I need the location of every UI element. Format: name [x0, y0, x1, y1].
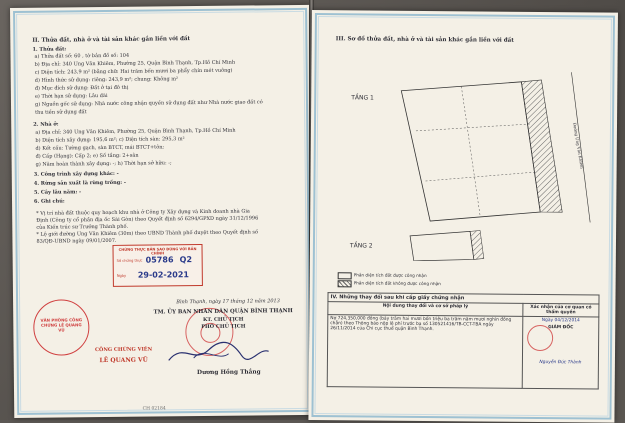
- legend-swatch-recognized: [338, 272, 352, 279]
- legend-swatch-unrecognized: [338, 280, 352, 287]
- change-signer: Nguyễn Đức Thành: [539, 359, 582, 366]
- house-line-2: d) Kết cấu: Tường gạch, sàn BTCT, mái BTCT+tôn;: [35, 144, 165, 152]
- other-line-3: 6. Ghi chú:: [33, 198, 65, 205]
- certificate-left-page: [10, 5, 314, 418]
- copy-stamp-date: 29-02-2021: [137, 270, 190, 280]
- notary-office-seal-text: VĂN PHÒNG CÔNG CHỨNG LÊ QUANG VŨ: [40, 317, 83, 333]
- floor2-outline: [410, 231, 474, 262]
- unrecognized-area: [520, 80, 563, 212]
- land-line-2: c) Diện tích: 243,9 m² (bằng chữ: Hai trăm bốn mươi ba phẩy chín mét vuông): [34, 67, 233, 76]
- land-line-1: b) Địa chỉ: 340 Ung Văn Khiêm, Phường 25, Quận Bình Thạnh, Tp.Hồ Chí Minh: [34, 59, 236, 68]
- sign-role: PHÓ CHỦ TỊCH: [201, 323, 246, 331]
- copy-stamp-date-label: Ngày: [116, 273, 127, 278]
- note-line-2: của Kiến trúc sư Trưởng Thành phố.: [36, 223, 129, 231]
- house-line-3: đ) Cấp (Hạng): Cấp 2; e) Số tầng: 2+sân: [35, 152, 139, 160]
- copy-stamp-title: CHỨNG THỰC BẢN SAO ĐÚNG VỚI BẢN CHÍNH: [118, 247, 197, 256]
- signer-name: Dương Hồng Thắng: [197, 369, 261, 377]
- notary-office-seal: [33, 299, 90, 356]
- house-line-0: a) Địa chỉ: 340 Ung Văn Khiêm, Phường 25, Quận Bình Thạnh, Tp.Hồ Chí Minh: [35, 127, 236, 136]
- note-line-3: * Lộ giới đường Ung Văn Khiêm (30m) theo UBND Thành phố duyệt theo Quyết định số: [36, 229, 259, 238]
- street-label: Đường Ung Văn Khiêm: [572, 122, 585, 170]
- change-date: Ngày 04/12/2014: [541, 318, 580, 324]
- land-line-3: d) Hình thức sử dụng: riêng: 243,9 m²; chung: Không m²: [34, 76, 179, 84]
- diagram-section-title: III. Sơ đồ thửa đất, nhà ở và tài sản khác gắn liền với đất: [335, 36, 514, 44]
- copy-stamp-number: 05786: [145, 255, 174, 265]
- other-line-0: 3. Công trình xây dựng khác: -: [33, 170, 119, 178]
- copy-stamp-number-label: Số chứng thực: [116, 258, 143, 263]
- land-line-6: g) Nguồn gốc sử dụng: Nhà nước công nhận quyền sử dụng đất như Nhà nước giao đất có: [34, 99, 263, 108]
- floor1-label: TẦNG 1: [351, 94, 374, 102]
- notary-label: CÔNG CHỨNG VIÊN: [94, 346, 153, 354]
- history-title: IV. Những thay đổi sau khi cấp giấy chứng nhận: [328, 293, 599, 304]
- other-line-1: 4. Rừng sản xuất là rừng trồng: -: [33, 179, 126, 187]
- sign-kt: KT. CHỦ TỊCH: [202, 316, 244, 323]
- certificate-right-page: [308, 10, 618, 423]
- change-seal: [527, 325, 553, 351]
- note-line-4: 83/QĐ-UBND ngày 09/01/2007.: [36, 237, 117, 245]
- land-line-0: a) Thửa đất số: 60 , tờ bản đồ số: 104: [34, 52, 130, 60]
- change-role: GIÁM ĐỐC: [548, 325, 574, 331]
- col-header-confirm: Xác nhận của cơ quan có thẩm quyền: [523, 303, 599, 317]
- house-heading: 2. Nhà ở:: [33, 121, 59, 128]
- note-line-0: * Vị trí nhà đất thuộc quy hoạch khu nhà ở Công ty Xây dựng và Kinh doanh nhà Gia: [36, 208, 250, 217]
- sign-authority: TM. ỦY BAN NHÂN DÂN QUẬN BÌNH THẠNH: [153, 308, 293, 316]
- site-plan-diagram: [340, 60, 602, 262]
- land-heading: 1. Thửa đất:: [32, 46, 67, 53]
- land-line-7: thu tiền sử dụng đất: [35, 109, 87, 116]
- land-line-4: đ) Mục đích sử dụng: Đất ở tại đô thị: [34, 84, 129, 92]
- section-title: II. Thửa đất, nhà ở và tài sản khác gắn liền với đất: [32, 36, 191, 44]
- col-header-content: Nội dung thay đổi và cơ sở pháp lý: [328, 302, 523, 317]
- signature-scribble: [163, 337, 273, 368]
- copy-stamp-book: Q2: [179, 255, 193, 265]
- copy-certification-stamp: [112, 244, 202, 287]
- bottom-number: CH 02184: [142, 406, 166, 412]
- legend-unrecognized: Phần diện tích đất không được công nhận: [353, 280, 441, 287]
- house-line-1: b) Diện tích xây dựng: 195,6 m²; c) Diện tích sàn: 295,3 m²: [35, 136, 185, 144]
- notary-name: LÊ QUANG VŨ: [99, 356, 148, 365]
- legend-recognized: Phần diện tích đất được công nhận: [353, 272, 427, 279]
- note-line-1: Định (Công ty cổ phần địa ốc Sài Gòn) theo Quyết định số 6294/GPXD ngày 31/12/1996: [36, 215, 259, 224]
- land-line-5: e) Thời hạn sử dụng: Lâu dài: [34, 92, 108, 100]
- sign-place-date: Bình Thạnh, ngày 17 tháng 12 năm 2013: [176, 298, 280, 306]
- changes-table: [327, 292, 600, 389]
- floor2-label: TẦNG 2: [349, 242, 373, 250]
- other-line-2: 5. Cây lâu năm: -: [33, 189, 82, 196]
- change-content: Nợ 724,350,000 đồng (bảy trăm hai mươi bốn triệu ba trăm năm mươi nghìn đồng chẵn) theo Thông báo nộp lệ phí trước bạ số 130521416/TB-CCT-TBA ngày 26/11/2014 của Chi cục thuế quận Bình Thạnh.: [327, 315, 523, 389]
- house-line-4: g) Năm hoàn thành xây dựng: -; h) Thời hạn sở hữu: -;: [35, 160, 172, 168]
